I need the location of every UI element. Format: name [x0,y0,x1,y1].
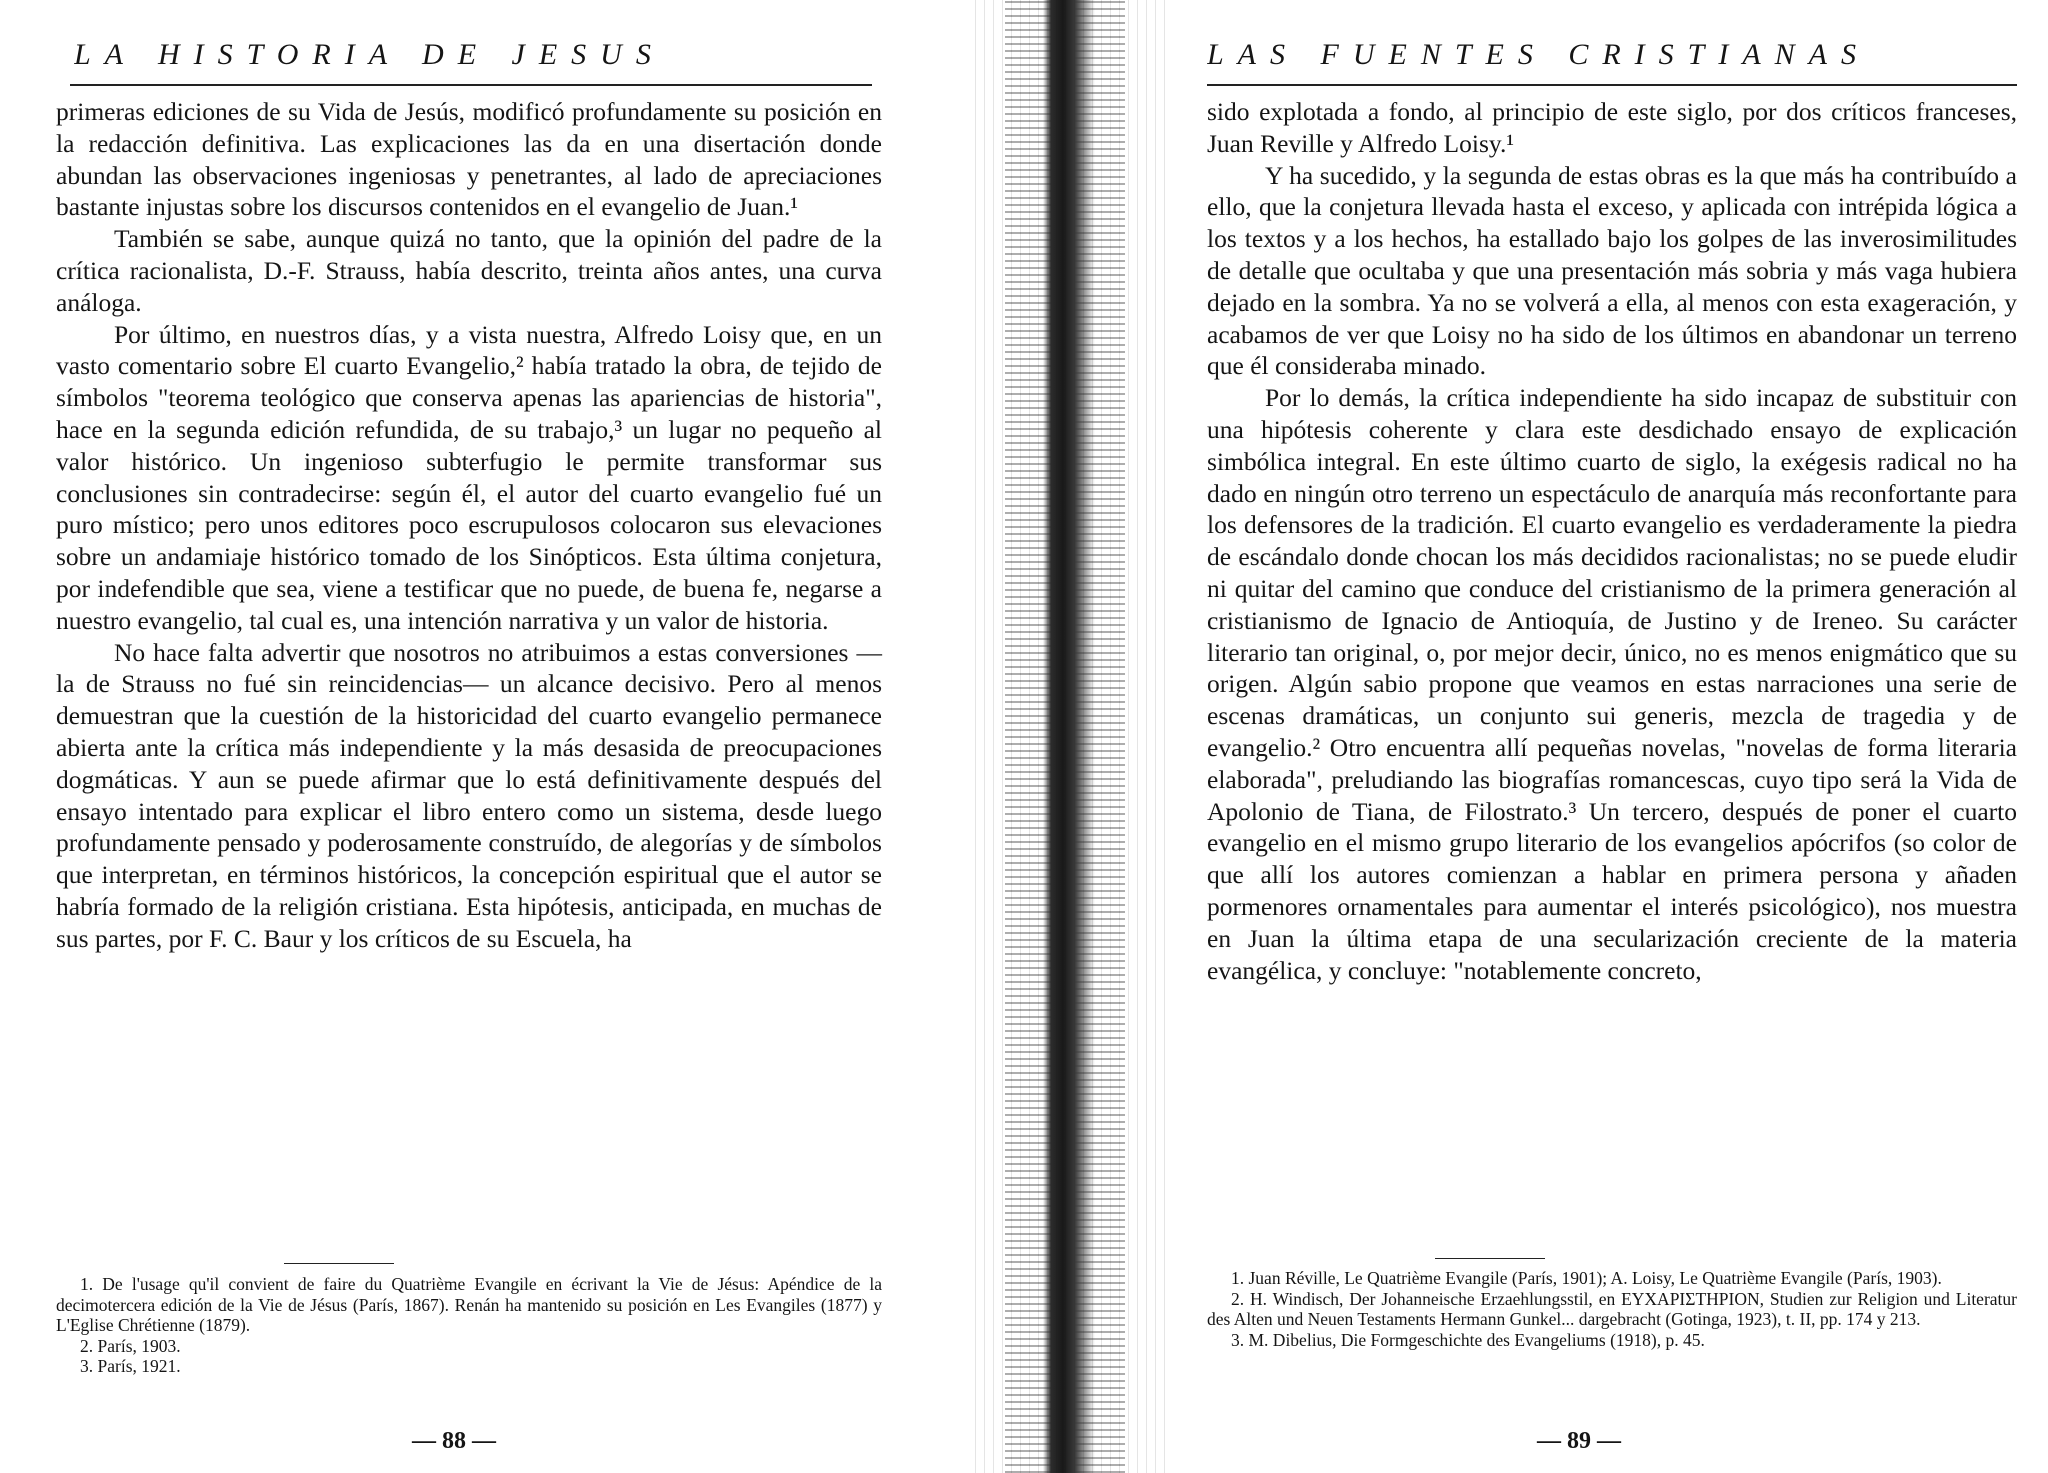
paragraph: sido explotada a fondo, al principio de este siglo, por dos críticos franceses, Juan Reville y Alfredo Loisy.¹ [1207,97,2017,158]
footnotes [56,1274,882,1377]
header-rule [70,84,872,86]
footnotes [1207,1268,2017,1350]
footnote: 1. Juan Réville, Le Quatrième Evangile (París, 1901); A. Loisy, Le Quatrième Evangile (París, 1903). [1231,1268,1942,1288]
body-text [56,96,882,955]
footnote: 3. M. Dibelius, Die Formgeschichte des Evangeliums (1918), p. 45. [1231,1329,1705,1350]
page-number: — 89 — [1537,1428,1621,1454]
running-head: LAS FUENTES CRISTIANAS [1207,38,1871,71]
left-page [56,0,882,1473]
paragraph: Por lo demás, la crítica independiente ha sido incapaz de substituir con una hipótesis coherente y clara este desdichado ensayo de explicación simbólica integral. En este último cuarto de siglo, la exégesis radical no ha dado en ningún otro terreno un espectáculo de anarquía más reconfortante para los defensores de la tradición. El cuarto evangelio es verdaderamente la piedra de escándalo donde chocan los más decididos racionalistas; no se puede eludir ni quitar del camino que conduce del cristianismo de la primera generación al cristianismo de Ignacio de Antioquía, de Justino y de Ireneo. Su carácter literario tan original, o, por mejor decir, único, no es menos enigmático que su origen. Algún sabio propone que veamos en estas narraciones una serie de escenas dramáticas, un conjunto sui generis, mezcla de tragedia y de evangelio.² Otro encuentra allí pequeñas novelas, "novelas de forma literaria elaborada", preludiando las biografías romancescas, cuyo tipo será la Vida de Apolonio de Tiana, de Filostrato.³ Un tercero, después de poner el cuarto evangelio en el mismo grupo literario de los evangelios apócrifos (so color de que allí los autores comienzan a hablar en primera persona y añaden pormenores ornamentales para aumentar el interés psicológico), nos muestra en Juan la última etapa de una secularización creciente de la materia evangélica, y concluye: "notablemente concreto, [1207,383,2017,985]
paragraph: Y ha sucedido, y la segunda de estas obras es la que más ha contribuído a ello, que la conjetura llevada hasta el exceso, y aplicada con intrépida lógica a los textos y a los hechos, ha estallado bajo los golpes de las inverosimilitudes de detalle que ocultaba y que una presentación más sobria y más vaga hubiera dejado en la sombra. Ya no se volverá a ella, al menos con esta exageración, y acabamos de ver que Loisy no ha sido de los últimos en abandonar un terreno que él consideraba minado. [1207,160,2017,381]
paragraph: primeras ediciones de su Vida de Jesús, modificó profundamente su posición en la redacción definitiva. Las explicaciones las da en una disertación donde abundan las observaciones ingeniosas y penetrantes, al lado de apreciaciones bastante injustas sobre los discursos contenidos en el evangelio de Juan.¹ [56,97,882,222]
footnote-separator [284,1263,394,1264]
page-number: — 88 — [412,1428,496,1454]
book-gutter [1005,0,1125,1473]
right-page [1207,0,2017,1473]
paragraph: Por último, en nuestros días, y a vista nuestra, Alfredo Loisy que, en un vasto comentario sobre El cuarto Evangelio,² había tratado la obra, de tejido de símbolos "teorema teológico que conserva apenas las apariencias de historia", hace en la segunda edición refundida, de su trabajo,³ un lugar no pequeño al valor histórico. Un ingenioso subterfugio le permite transformar sus conclusiones sin contradecirse: según él, el autor del cuarto evangelio fué un puro místico; pero unos editores poco escrupulosos colocaron sus elevaciones sobre un andamiaje histórico tomado de los Sinópticos. Esta última conjetura, por indefendible que sea, viene a testificar que no puede, de buena fe, negarse a nuestro evangelio, tal cual es, una intención narrativa y un valor de historia. [56,319,882,635]
footnote: 2. París, 1903. [80,1335,181,1356]
body-text [1207,96,2017,986]
running-head: LA HISTORIA DE JESUS [74,38,665,71]
paragraph: También se sabe, aunque quizá no tanto, que la opinión del padre de la crítica racionalista, D.-F. Strauss, había descrito, treinta años antes, una curva análoga. [56,224,882,317]
footnote: 1. De l'usage qu'il convient de faire du Quatrième Evangile en écrivant la Vie de Jésus: Apéndice de la decimotercera edición de la Vie de Jésus (París, 1867). Renán ha mantenido su posición en Les Evangiles (1877) y L'Eglise Chrétienne (1879). [56,1274,882,1335]
paragraph: No hace falta advertir que nosotros no atribuimos a estas conversiones —la de Strauss no fué sin reincidencias— un alcance decisivo. Pero al menos demuestran que la cuestión de la historicidad del cuarto evangelio permanece abierta ante la crítica más independiente y la más desasida de preocupaciones dogmáticas. Y aun se puede afirmar que lo está definitivamente después del ensayo intentado para explicar el libro entero como un sistema, desde luego profundamente pensado y poderosamente construído, de alegorías y de símbolos que interpretan, en términos históricos, la concepción espiritual que el autor se habría formado de la religión cristiana. Esta hipótesis, anticipada, en muchas de sus partes, por F. C. Baur y los críticos de su Escuela, ha [56,637,882,953]
header-rule [1207,84,2017,86]
footnote: 3. París, 1921. [80,1356,181,1376]
footnote-separator [1435,1258,1545,1259]
footnote: 2. H. Windisch, Der Johanneische Erzaehlungsstil, en ΕΥΧΑΡΙΣΤΗΡΙΟΝ, Studien zur Religion und Literatur des Alten und Neuen Testaments Hermann Gunkel... dargebracht (Gotinga, 1923), t. II, pp. 174 y 213. [1207,1288,2017,1329]
